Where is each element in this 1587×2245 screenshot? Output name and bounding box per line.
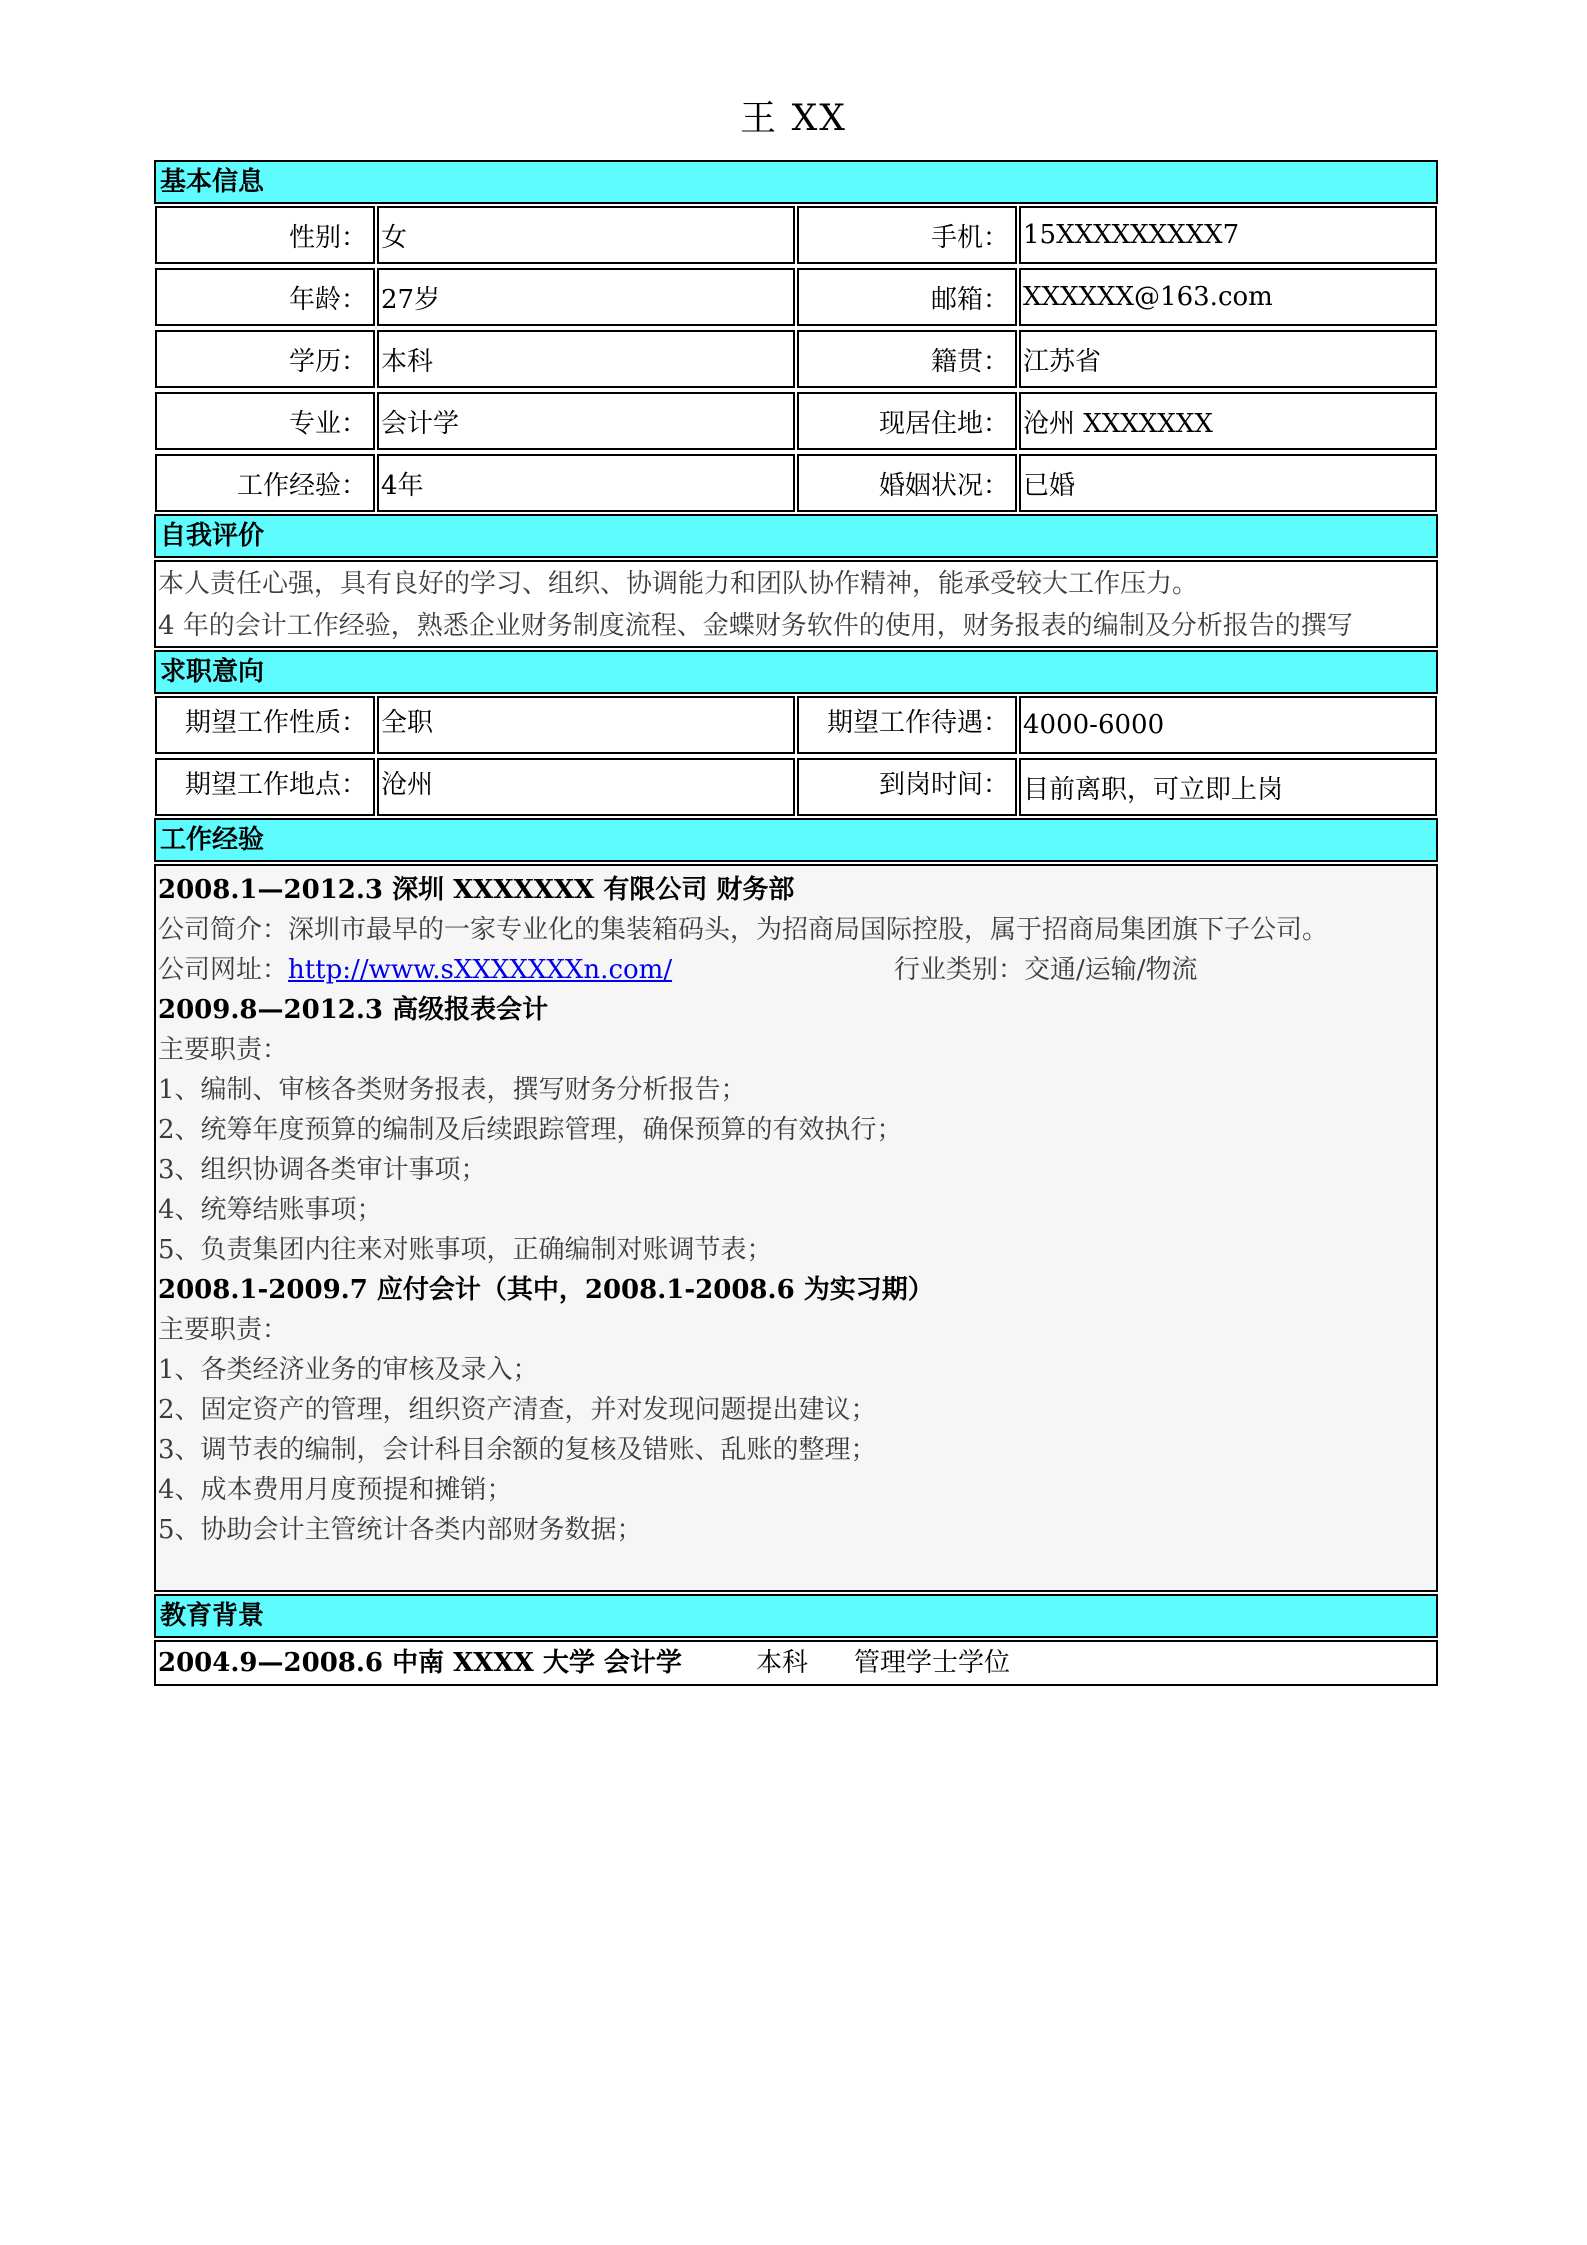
field-label: 手机： <box>797 206 1017 264</box>
section-header-self-eval: 自我评价 <box>154 514 1438 558</box>
job1-title: 2009.8—2012.3 高级报表会计 <box>158 995 549 1025</box>
field-label: 邮箱： <box>797 268 1017 326</box>
field-value: 江苏省 <box>1019 330 1437 388</box>
info-row <box>154 390 1438 452</box>
duty-item: 2、统筹年度预算的编制及后续跟踪管理，确保预算的有效执行； <box>158 1115 903 1145</box>
education-row <box>154 1640 1438 1686</box>
field-label: 期望工作地点： <box>155 758 375 816</box>
section-header-work: 工作经验 <box>154 818 1438 862</box>
education-title: 管理学士学位 <box>854 1648 1011 1678</box>
field-value: 本科 <box>377 330 795 388</box>
info-row <box>154 328 1438 390</box>
field-value: 沧州 <box>377 758 795 816</box>
info-row <box>154 694 1438 756</box>
education-line: 2004.9—2008.6 中南 XXXX 大学 会计学 <box>158 1648 682 1678</box>
basic-info-table <box>154 204 1438 514</box>
field-label: 工作经验： <box>155 454 375 512</box>
duty-item: 5、负责集团内往来对账事项，正确编制对账调节表； <box>158 1235 773 1265</box>
work-experience-box <box>154 864 1438 1592</box>
section-header-edu: 教育背景 <box>154 1594 1438 1638</box>
duty-item: 1、各类经济业务的审核及录入； <box>158 1355 539 1385</box>
field-value: XXXXXX@163.com <box>1019 268 1437 326</box>
duty-item: 1、编制、审核各类财务报表，撰写财务分析报告； <box>158 1075 747 1105</box>
field-value: 会计学 <box>377 392 795 450</box>
field-label: 学历： <box>155 330 375 388</box>
field-label: 性别： <box>155 206 375 264</box>
duty-item: 5、协助会计主管统计各类内部财务数据； <box>158 1515 643 1545</box>
job2-duties-list <box>158 1350 1434 1550</box>
field-label: 现居住地： <box>797 392 1017 450</box>
job2-title: 2008.1-2009.7 应付会计（其中，2008.1-2008.6 为实习期） <box>158 1275 934 1305</box>
field-value: 4年 <box>377 454 795 512</box>
field-value: 已婚 <box>1019 454 1437 512</box>
resume-sheet <box>154 160 1438 1688</box>
info-row <box>154 756 1438 818</box>
field-label: 年龄： <box>155 268 375 326</box>
job2-duties-label: 主要职责： <box>158 1315 289 1345</box>
duty-item: 2、固定资产的管理，组织资产清查，并对发现问题提出建议； <box>158 1395 877 1425</box>
field-value: 女 <box>377 206 795 264</box>
duty-item: 3、调节表的编制，会计科目余额的复核及错账、乱账的整理； <box>158 1435 877 1465</box>
website-label: 公司网址： <box>158 955 289 985</box>
job1-duties-label: 主要职责： <box>158 1035 289 1065</box>
industry-category: 行业类别：交通/运输/物流 <box>894 955 1198 985</box>
job-intent-table <box>154 694 1438 818</box>
field-label: 到岗时间： <box>797 758 1017 816</box>
job1-duties-list <box>158 1070 1434 1270</box>
section-header-basic: 基本信息 <box>154 160 1438 204</box>
info-row <box>154 204 1438 266</box>
field-value: 目前离职，可立即上岗 <box>1019 758 1437 816</box>
company-website-link[interactable]: http://www.sXXXXXXXn.com/ <box>288 955 673 985</box>
field-label: 期望工作性质： <box>155 696 375 754</box>
resume-name: 王 XX <box>740 98 847 139</box>
field-label: 籍贯： <box>797 330 1017 388</box>
field-label: 专业： <box>155 392 375 450</box>
duty-item: 3、组织协调各类审计事项； <box>158 1155 487 1185</box>
duty-item: 4、成本费用月度预提和摊销； <box>158 1475 513 1505</box>
self-eval-line: 4 年的会计工作经验，熟悉企业财务制度流程、金蝶财务软件的使用，财务报表的编制及分析报告的撰写 <box>158 611 1353 641</box>
work-company-line: 2008.1—2012.3 深圳 XXXXXXX 有限公司 财务部 <box>158 875 795 905</box>
work-company-intro: 公司简介：深圳市最早的一家专业化的集装箱码头，为招商局国际控股，属于招商局集团旗下子公司。 <box>158 915 1329 945</box>
self-eval-box <box>154 560 1438 648</box>
field-value: 沧州 XXXXXXX <box>1019 392 1437 450</box>
education-degree: 本科 <box>756 1648 809 1678</box>
field-label: 期望工作待遇： <box>797 696 1017 754</box>
work-website-row <box>158 950 1434 990</box>
field-value: 4000-6000 <box>1019 696 1437 754</box>
field-value: 全职 <box>377 696 795 754</box>
info-row <box>154 266 1438 328</box>
info-row <box>154 452 1438 514</box>
duty-item: 4、统筹结账事项； <box>158 1195 383 1225</box>
section-header-intent: 求职意向 <box>154 650 1438 694</box>
self-eval-line: 本人责任心强，具有良好的学习、组织、协调能力和团队协作精神，能承受较大工作压力。 <box>158 569 1199 599</box>
field-label: 婚姻状况： <box>797 454 1017 512</box>
field-value: 15XXXXXXXXX7 <box>1019 206 1437 264</box>
field-value: 27岁 <box>377 268 795 326</box>
